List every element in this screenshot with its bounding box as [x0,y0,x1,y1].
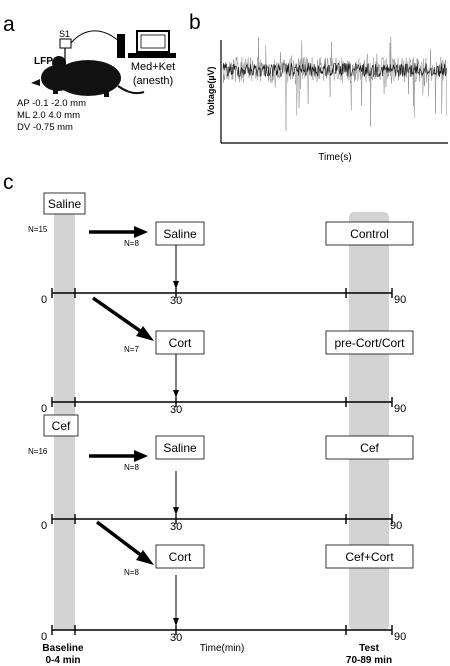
lfp-label: LFP [34,56,53,67]
arrowhead-row3 [134,450,148,462]
label-90-row3: 90 [390,520,403,532]
s1-label: S1 [59,29,71,39]
label-30-row4: 30 [170,632,183,644]
label-0-row1: 0 [41,294,48,306]
trace-xlabel: Time(s) [318,152,352,163]
outcome-label-row3: Cef [360,441,379,455]
panel-a-label: a [3,13,15,36]
coord-dv: DV -0.75 mm [17,122,73,133]
coord-ml: ML 2.0 4.0 mm [17,110,81,121]
label-90-row2: 90 [394,403,407,415]
panel-b-label: b [189,11,201,34]
lfp-trace [223,37,447,131]
arrow-row2 [93,298,146,335]
outcome-label-row4: Cef+Cort [345,550,394,564]
recording-system-icon [117,31,176,58]
label-30-row1: 30 [170,295,183,307]
treatment-label-row3: Saline [163,441,197,455]
baseline-window-label: 0-4 min [45,655,81,666]
label-0-row2: 0 [41,403,48,415]
timeline-arrowhead-row3 [173,507,179,515]
label-90-row1: 90 [394,294,407,306]
outcome-label-row1: Control [350,227,389,241]
arrow-row4 [97,522,146,559]
n-row1: N=8 [124,239,139,248]
n-row4: N=8 [124,568,139,577]
anesthesia-label: (anesth) [132,75,174,87]
label-0-row4: 0 [41,631,48,643]
group-n-saline: N=15 [28,225,48,234]
timeline-arrowhead-row1 [173,281,179,289]
trace-ylabel: Voltage(µV) [206,66,216,116]
n-row3: N=8 [124,463,139,472]
treatment-label-row4: Cort [168,550,192,564]
timeline-arrowhead-row4 [173,618,179,626]
treatment-label-row1: Saline [163,227,197,241]
label-30-row2: 30 [170,404,183,416]
coord-ap: AP -0.1 -2.0 mm [17,98,86,109]
panel-c-label: c [3,171,14,194]
treatment-label-row2: Cort [168,336,192,350]
group-label-saline: Saline [47,197,82,211]
outcome-label-row2: pre-Cort/Cort [334,336,405,350]
label-30-row3: 30 [170,521,183,533]
label-90-row4: 90 [394,631,407,643]
recording-cable [71,31,120,43]
drug-label: Med+Ket [130,61,176,73]
label-0-row3: 0 [41,520,48,532]
n-row2: N=7 [124,345,139,354]
timeline-arrowhead-row2 [173,390,179,398]
test-label: Test [359,643,379,654]
group-n-cef: N=16 [28,447,48,456]
baseline-label: Baseline [42,643,84,654]
test-window-label: 70-89 min [345,655,393,666]
arrowhead-row1 [134,226,148,238]
group-label-cef: Cef [51,419,71,433]
time-axis-label: Time(min) [199,643,245,654]
